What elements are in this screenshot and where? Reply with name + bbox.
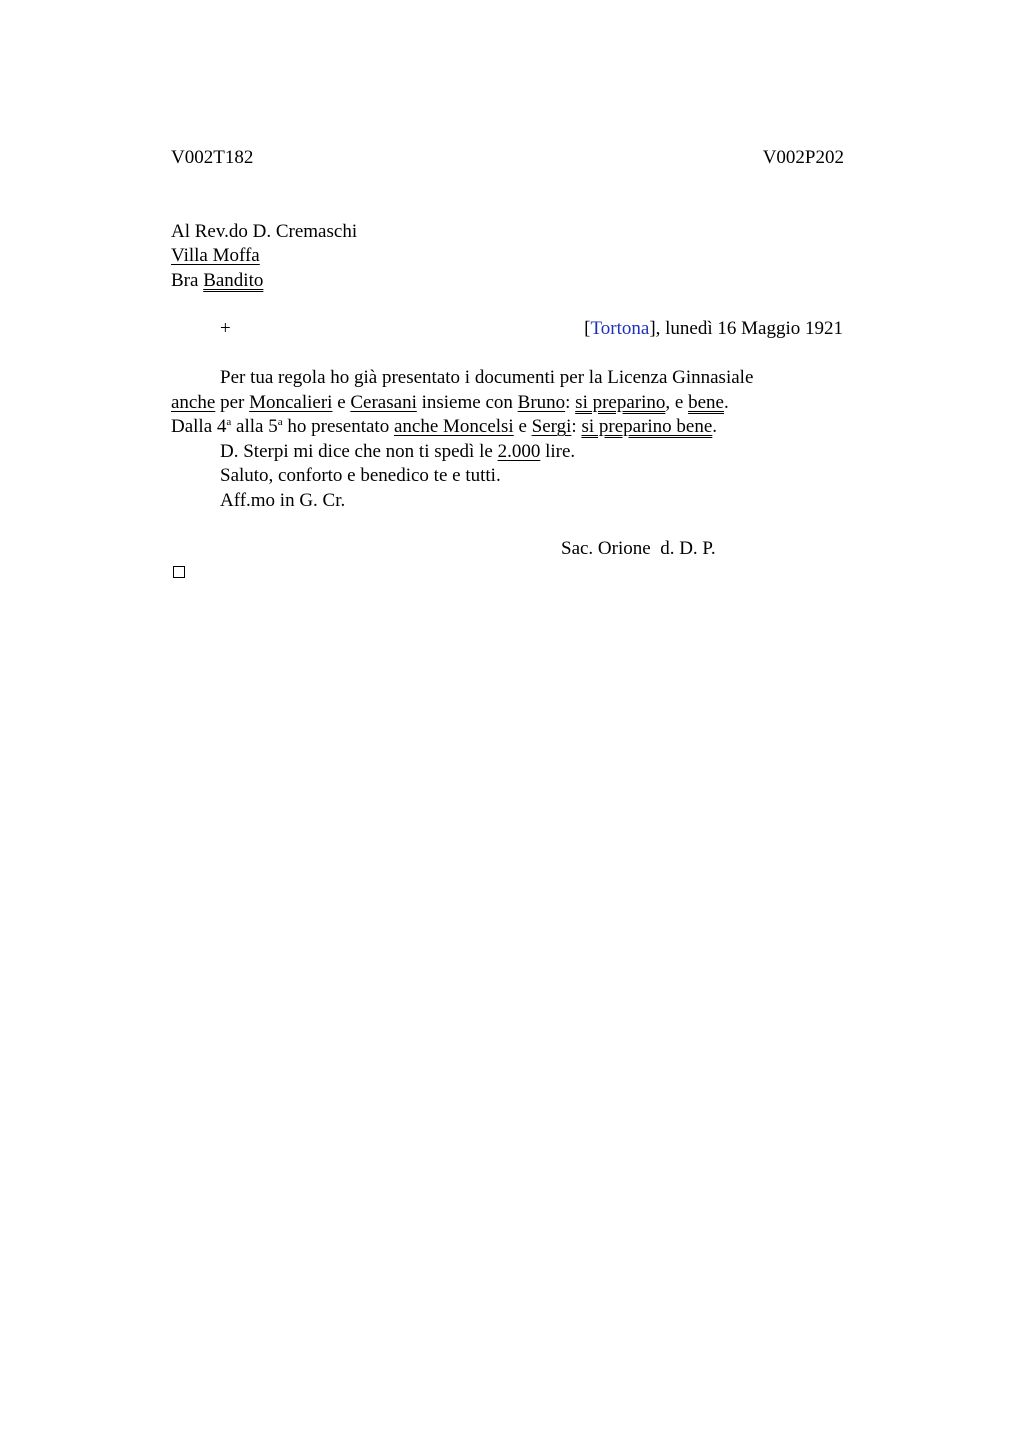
text: : [571,416,582,437]
dateline-date: ], lunedì 16 Maggio 1921 [649,318,843,339]
text: lire. [540,441,576,462]
dateline [584,317,843,341]
end-box-icon [173,566,185,578]
text: e [332,392,351,413]
address-recipient: Al Rev.do D. Cremaschi [171,221,358,242]
word-bruno: Bruno [517,392,566,413]
text: ho presentato [282,416,394,437]
word-si-preparino-bene: si preparino bene [581,416,713,437]
address-villa [171,244,260,268]
text: , e [665,392,689,413]
address-town-prefix: Bra [171,270,204,291]
word-anche: anche [171,392,216,413]
dateline-place: Tortona [590,318,650,339]
closing: Aff.mo in G. Cr. [220,490,346,511]
text: insieme con [416,392,518,413]
document-code-left: V002T182 [171,147,254,168]
amount: 2.000 [497,441,541,462]
text: alla 5 [231,416,278,437]
text: : [565,392,576,413]
signature: Sac. Orione d. D. P. [561,538,716,559]
body-line-1: Per tua regola ho già presentato i documenti per la Licenza Ginnasiale [220,367,754,388]
address-town-place: Bandito [203,270,264,291]
address-town [171,269,263,293]
body-line-5: Saluto, conforto e benedico te e tutti. [220,465,501,486]
cross-symbol: + [220,318,231,339]
text: . [712,416,718,437]
word-bene: bene [688,392,724,413]
dateline-bracket: [ [584,318,591,339]
text: per [215,392,250,413]
document-code-right: V002P202 [762,147,844,168]
text: Dalla 4 [171,416,227,437]
body-line-2 [171,391,729,415]
word-cerasani: Cerasani [350,392,417,413]
body-line-3 [171,415,717,439]
word-sergi: Sergi [531,416,572,437]
body-line-4 [220,440,575,464]
text: e [513,416,532,437]
word-si-preparino: si preparino [575,392,666,413]
word-moncalieri: Moncalieri [249,392,333,413]
superscript: a [226,416,232,428]
superscript: a [277,416,283,428]
text: . [723,392,729,413]
word-anche-moncelsi: anche Moncelsi [393,416,514,437]
address-villa-text: Villa Moffa [171,245,260,266]
text: D. Sterpi mi dice che non ti spedì le [220,441,498,462]
